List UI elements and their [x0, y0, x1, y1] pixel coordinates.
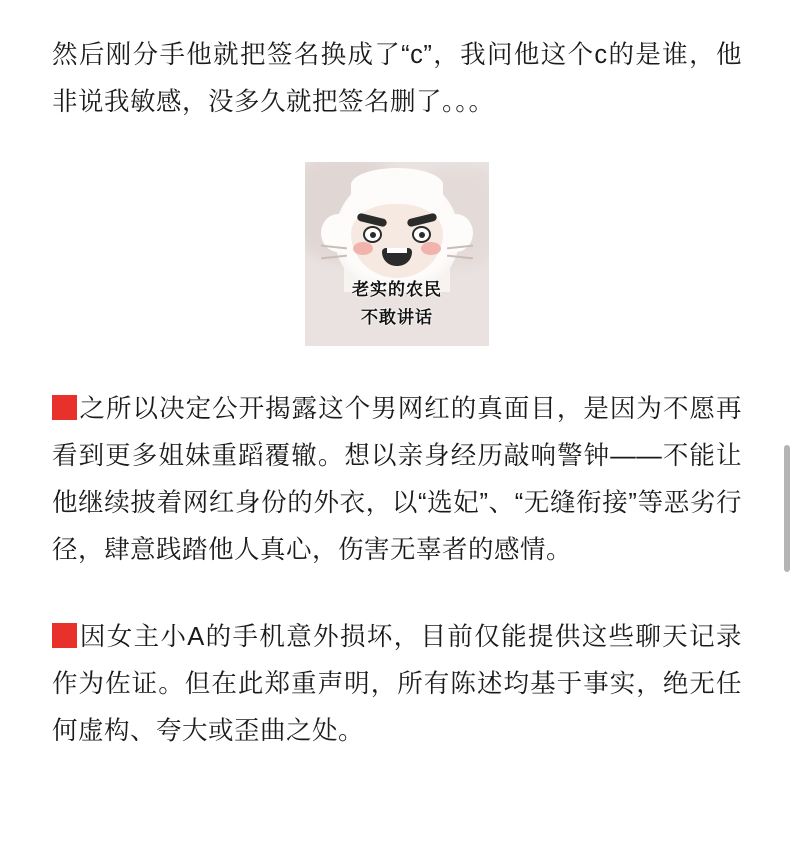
character-pupil-right	[419, 232, 425, 238]
paragraph-3-text: 因女主小A的手机意外损坏，目前仅能提供这些聊天记录作为佐证。但在此郑重声明，所有陈述均基于事实，绝无任何虚构、夸大或歪曲之处。	[52, 623, 742, 745]
scrollbar-track[interactable]	[784, 0, 790, 849]
meme-caption-line-2: 不敢讲话	[361, 308, 433, 328]
paragraph-1	[52, 32, 742, 126]
character-face	[351, 204, 443, 278]
character-teeth	[387, 248, 407, 253]
character-hair	[351, 168, 443, 202]
spacer-1	[52, 346, 742, 386]
meme-figure	[52, 162, 742, 346]
red-square-bullet-icon	[52, 395, 77, 420]
character-cheek-left	[353, 242, 373, 255]
character-mouth	[382, 248, 412, 266]
red-square-bullet-icon	[52, 623, 77, 648]
meme-image	[305, 162, 489, 346]
scrollbar-thumb[interactable]	[784, 445, 790, 572]
meme-caption-line-1: 老实的农民	[352, 280, 442, 300]
spacer-2	[52, 574, 742, 614]
character-cheek-right	[421, 242, 441, 255]
character-eye-right	[412, 226, 431, 243]
paragraph-1-text: 然后刚分手他就把签名换成了“c”，我问他这个c的是谁，他非说我敏感，没多久就把签名删了。。。	[52, 41, 742, 116]
character-eye-left	[363, 226, 382, 243]
paragraph-3	[52, 614, 742, 755]
character-pupil-left	[370, 232, 376, 238]
paragraph-2	[52, 386, 742, 574]
paragraph-2-text: 之所以决定公开揭露这个男网红的真面目，是因为不愿再看到更多姐妹重蹈覆辙。想以亲身经历敲响警钟——不能让他继续披着网红身份的外衣，以“选妃”、“无缝衔接”等恶劣行径，肆意践踏他人真心，伤害无辜者的感情。	[52, 395, 742, 564]
